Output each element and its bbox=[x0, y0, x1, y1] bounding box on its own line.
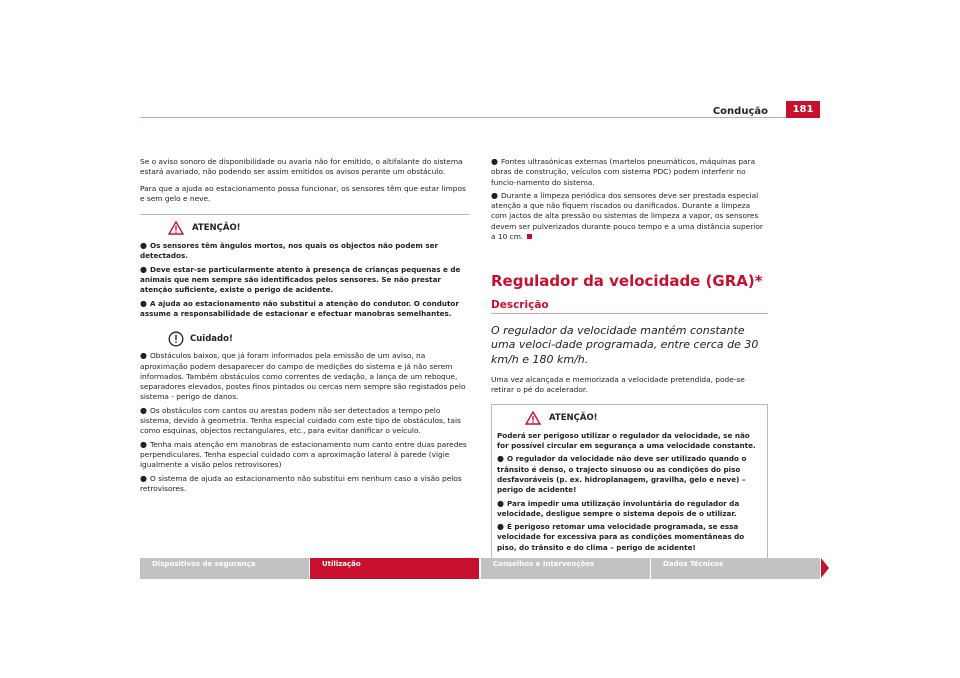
next-page-arrow-icon[interactable] bbox=[821, 558, 829, 578]
list-item: ● Obstáculos baixos, que já foram informados pela emissão de um aviso, na aproximação podem desaparecer do campo de medições do sistema e já não serem informados. Também obstáculos como correntes de vedação, a lança de um reboque, separadores elevados, postes finos pintados ou cercas nem sempre são registados pelo sistema - perigo de danos. bbox=[140, 351, 466, 402]
lead-paragraph: O regulador da velocidade mantém constante uma veloci-dade programada, entre cerca de 30 km/h e 180 km/h. bbox=[491, 323, 759, 366]
page-number: 181 bbox=[786, 101, 820, 118]
right-column bbox=[491, 157, 768, 560]
list-item: ● Durante a limpeza periódica dos sensores deve ser prestada especial atenção a que não fiquem riscados ou danificados. Durante a limpeza com jactos de alta pressão ou sistemas de limpeza a vapor, os sensores devem ser pulverizados durante pouco tempo e a uma distância superior a 10 cm. bbox=[491, 190, 763, 242]
list-item: ● O sistema de ajuda ao estacionamento não substitui em nenhum caso a visão pelos retrovisores. bbox=[140, 473, 462, 493]
header-rule bbox=[140, 117, 820, 118]
warning-intro: Poderá ser perigoso utilizar o regulador da velocidade, se não for possível circular em segurança a uma velocidade constante. bbox=[497, 430, 756, 451]
paragraph: Para que a ajuda ao estacionamento possa funcionar, os sensores têm que estar limpos e sem gelo e neve. bbox=[140, 183, 466, 203]
section-end-marker bbox=[527, 234, 532, 239]
caution-header bbox=[140, 331, 470, 347]
warning-text bbox=[140, 241, 470, 319]
warning-triangle-icon bbox=[525, 411, 541, 425]
subsection-title: Descrição bbox=[491, 300, 768, 313]
list-item: ● É perigoso retomar uma velocidade programada, se essa velocidade for excessiva para as condições momentâneas do piso, do trânsito e do clima – perigo de acidente! bbox=[497, 522, 745, 552]
list-item: ● Para impedir uma utilização involuntária do regulador da velocidade, desligue sempre o sistema depois de o utilizar. bbox=[497, 498, 740, 518]
section-title: Regulador da velocidade (GRA)* bbox=[491, 272, 763, 291]
list-item: ● Tenha mais atenção em manobras de estacionamento num canto entre duas paredes perpendiculares. Tenha especial cuidado com a aproximação lateral à parede (vigie igualmente a visão pelos retrovisores) bbox=[140, 439, 467, 470]
list-item: ● Fontes ultrasónicas externas (martelos pneumáticos, máquinas para obras de construção, veículos com sistema PDC) podem interferir no funcio-namento do sistema. bbox=[491, 157, 756, 187]
left-column bbox=[140, 157, 470, 497]
warning-title: ATENÇÃO! bbox=[192, 223, 241, 234]
warning-triangle-icon bbox=[168, 221, 184, 235]
footer-tab-dados[interactable]: Dados Técnicos bbox=[651, 558, 820, 579]
warning-header bbox=[497, 411, 762, 425]
warning-header bbox=[140, 221, 470, 235]
caution-title: Cuidado! bbox=[190, 334, 233, 345]
warning-text bbox=[497, 431, 762, 553]
list-item: ● O regulador da velocidade não deve ser utilizado quando o trânsito é denso, o trajecto sinuoso ou as condições do piso desfavoráveis (p. ex. hidroplanagem, gravilha, gelo e neve) – perigo de acidente! bbox=[497, 454, 747, 495]
warning-title: ATENÇÃO! bbox=[549, 412, 598, 423]
page-title: Condução bbox=[712, 106, 768, 117]
warning-box bbox=[491, 404, 768, 560]
paragraph: Se o aviso sonoro de disponibilidade ou avaria não for emitido, o altifalante do sistema estará avariado, não podendo ser assim emitidos os avisos perante um obstáculo. bbox=[140, 157, 463, 177]
list-item: ● Os sensores têm ângulos mortos, nos quais os objectos não podem ser detectados. bbox=[140, 241, 439, 261]
list-item: ● Os obstáculos com cantos ou arestas podem não ser detectados a tempo pelo sistema, devido à geometria. Tenha especial cuidado com este tipo de obstáculos, tais como esquinas, objectos rectangulares, etc., para evitar danificar o veículo. bbox=[140, 405, 461, 436]
warning-box bbox=[140, 214, 470, 319]
caution-circle-icon bbox=[168, 331, 184, 347]
list-item: ● Deve estar-se particularmente atento à presença de crianças pequenas e de animais que nem sempre são identificados pelos sensores. Se não prestar atenção suficiente, existe o perigo de acidente. bbox=[140, 264, 461, 295]
list-item: ● A ajuda ao estacionamento não substitui a atenção do condutor. O condutor assume a responsabilidade de estacionar e efectuar manobras semelhantes. bbox=[140, 298, 459, 318]
footer-tab-dispositivos[interactable]: Dispositivos de segurança bbox=[140, 558, 309, 579]
footer-tab-conselhos[interactable]: Conselhos e Intervenções bbox=[481, 558, 650, 579]
paragraph: Uma vez alcançada e memorizada a velocidade pretendida, pode-se retirar o pé do acelerador. bbox=[491, 375, 745, 395]
footer-tab-utilizacao[interactable]: Utilização bbox=[310, 558, 479, 579]
